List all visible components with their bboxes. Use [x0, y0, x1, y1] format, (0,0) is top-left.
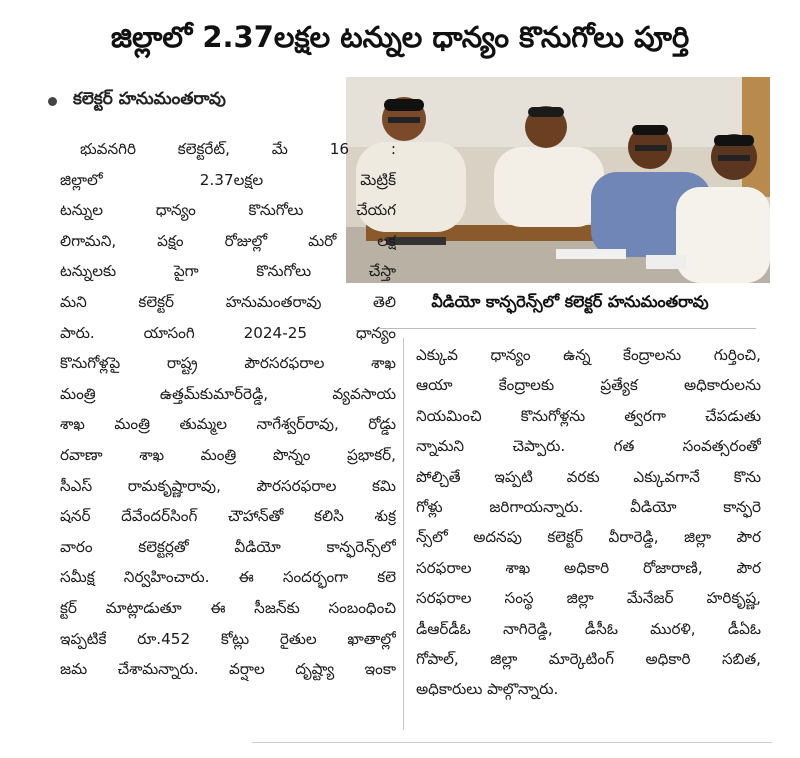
- news-photo: [346, 77, 770, 283]
- article-line: టన్నులకు పైగా కొనుగోలు చేస్తా: [60, 262, 396, 281]
- article-line: షనర్ దేవేందర్‌సింగ్ చౌహాన్‌తో కలిసి శుక్ర: [60, 507, 396, 526]
- article-line: శాఖ మంత్రి తుమ్మల నాగేశ్వర్‌రావు, రోడ్డు: [60, 415, 396, 434]
- article-line: న్నామని చెప్పారు. గత సంవత్సరంతో: [416, 437, 761, 456]
- article-line: మని కలెక్టర్ హనుమంతరావు తెలి: [60, 292, 396, 311]
- article-line: మంత్రి ఉత్తమ్‌కుమార్‌రెడ్డి, వ్యవసాయ: [60, 384, 396, 403]
- article-line: భువనగిరి కలెక్టరేట్, మే 16 :: [80, 140, 396, 158]
- article-line: జమ చేశామన్నారు. వర్షాల దృష్ట్యా ఇంకా: [60, 660, 396, 679]
- article-line: ఇప్పటికే రూ.452 కోట్లు రైతుల ఖాతాల్లో: [60, 629, 396, 648]
- bullet-icon: [48, 97, 57, 106]
- byline-text: కలెక్టర్ హనుమంతరావు: [73, 89, 226, 109]
- article-line: అధికారులు పాల్గొన్నారు.: [416, 680, 559, 699]
- article-line: సీఎస్ రామకృష్ణారావు, పౌరసరఫరాల కమి: [60, 476, 396, 495]
- bottom-rule: [252, 742, 772, 743]
- article-line: పోల్చితే ఇప్పటి వరకు ఎక్కువగానే కొను: [416, 467, 761, 486]
- article-line: రవాణా శాఖ మంత్రి పొన్నం ప్రభాకర్,: [60, 445, 396, 464]
- article-line: వారం కలెక్టర్లతో వీడియో కాన్ఫరెన్స్‌లో: [60, 537, 396, 556]
- article-column-1: [60, 134, 396, 685]
- caption-divider: [380, 328, 756, 329]
- article-line: ఎక్కువ ధాన్యం ఉన్న కేంద్రాలను గుర్తించి,: [416, 346, 761, 364]
- article-line: ఆయా కేంద్రాలకు ప్రత్యేక అధికారులను: [416, 376, 761, 395]
- photo-illustration: [346, 77, 770, 283]
- article-line: జిల్లాలో 2.37లక్షల మెట్రిక్: [60, 170, 396, 189]
- article-line: డీఆర్‌డీఓ నాగిరెడ్డి, డీసీఓ మురళి, డీఏఓ: [416, 619, 761, 638]
- byline: [48, 86, 226, 116]
- article-column-2: [416, 340, 761, 705]
- article-line: సరఫరాల సంస్థ జిల్లా మేనేజర్ హరికృష్ణ,: [416, 589, 761, 608]
- article-line: సమీక్ష నిర్వహించారు. ఈ సందర్భంగా కలె: [60, 568, 396, 587]
- article-line: లిగామని, పక్షం రోజుల్లో మరో లక్ష: [60, 231, 396, 250]
- article-line: క్టర్ మాట్లాడుతూ ఈ సీజన్‌కు సంబంధించి: [60, 598, 396, 617]
- article-line: గోళ్లు జరిగాయన్నారు. వీడియో కాన్ఫరె: [416, 498, 761, 517]
- article-line: నియమించి కొనుగోళ్లను త్వరగా చేపడుతు: [416, 406, 761, 425]
- photo-caption: వీడియో కాన్ఫరెన్స్‌లో కలెక్టర్ హనుమంతరావు: [431, 291, 709, 311]
- article-line: న్స్‌లో అదనపు కలెక్టర్ వీరారెడ్డి, జిల్లా పౌర: [416, 528, 761, 547]
- article-line: కొనుగోళ్లపై రాష్ట్ర పౌరసరఫరాల శాఖ: [60, 354, 396, 373]
- column-divider: [403, 338, 404, 730]
- headline: జిల్లాలో 2.37లక్షల టన్నుల ధాన్యం కొనుగోలు పూర్తి: [110, 20, 690, 54]
- article-line: సరఫరాల శాఖ అధికారి రోజారాణి, పౌర: [416, 558, 761, 577]
- article-line: టన్నుల ధాన్యం కొనుగోలు చేయగ: [60, 201, 396, 220]
- article-line: గోపాల్, జిల్లా మార్కెటింగ్ అధికారి సబిత,: [416, 650, 761, 669]
- article-line: పారు. యాసంగి 2024-25 ధాన్యం: [60, 323, 396, 342]
